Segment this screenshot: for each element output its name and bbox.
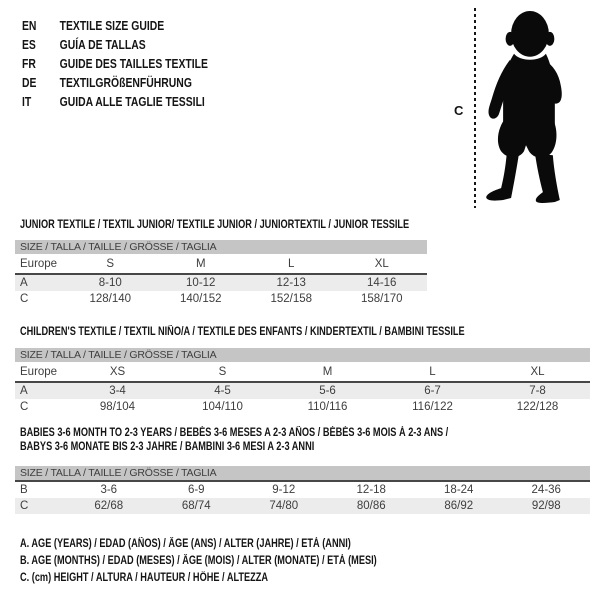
table-row xyxy=(15,291,427,307)
language-row xyxy=(22,16,208,35)
size-cell: S xyxy=(106,257,115,270)
height-measure-dashed-line xyxy=(474,8,476,208)
size-cell: 122/128 xyxy=(516,401,559,413)
table-row xyxy=(15,254,427,273)
size-cell: 74/80 xyxy=(269,500,299,512)
language-title: TEXTILE SIZE GUIDE xyxy=(59,18,165,33)
height-figure xyxy=(452,5,600,209)
size-cell: 3-6 xyxy=(100,484,118,496)
size-cell: XS xyxy=(109,365,126,378)
table-row xyxy=(15,399,590,415)
size-cell: L xyxy=(429,365,436,378)
footnote-age-years: A. AGE (YEARS) / EDAD (AÑOS) / ÂGE (ANS) / ALTER (JAHRE) / ETÀ (ANNI) xyxy=(20,538,351,550)
height-measure-label: C xyxy=(454,103,464,118)
size-cell: L xyxy=(288,257,295,270)
language-code: EN xyxy=(22,18,37,33)
language-code: ES xyxy=(22,37,36,52)
babies-size-table xyxy=(15,466,590,514)
size-cell: 4-5 xyxy=(214,385,231,397)
size-cell: 18-24 xyxy=(444,484,474,496)
language-row xyxy=(22,35,208,54)
size-cell: 68/74 xyxy=(181,500,211,512)
junior-size-table xyxy=(15,240,427,307)
size-cell: 92/98 xyxy=(531,500,561,512)
language-title: GUIDA ALLE TAGLIE TESSILI xyxy=(59,94,205,109)
language-row xyxy=(22,92,208,111)
row-label: Europe xyxy=(20,365,58,378)
size-cell: 7-8 xyxy=(529,385,546,397)
language-code: FR xyxy=(22,56,36,71)
size-cell: 24-36 xyxy=(531,484,561,496)
size-cell: 3-4 xyxy=(109,385,126,397)
size-cell: 12-18 xyxy=(356,484,386,496)
size-cell: 98/104 xyxy=(99,401,136,413)
babies-table-title-line2: BABYS 3-6 MONATE BIS 2-3 JAHRE / BAMBINI 3-6 MESI A 2-3 ANNI xyxy=(20,441,315,453)
size-cell: XL xyxy=(530,365,545,378)
junior-table-title: JUNIOR TEXTILE / TEXTIL JUNIOR/ TEXTILE JUNIOR / JUNIORTEXTIL / JUNIOR TESSILE xyxy=(20,219,410,231)
table-row xyxy=(15,383,590,399)
size-cell: 158/170 xyxy=(360,293,403,305)
size-cell: 140/152 xyxy=(179,293,222,305)
language-code: DE xyxy=(22,75,37,90)
size-header-band: SIZE / TALLA / TAILLE / GRÖSSE / TAGLIA xyxy=(15,348,590,362)
size-cell: 9-12 xyxy=(272,484,296,496)
size-cell: 5-6 xyxy=(319,385,336,397)
size-cell: 128/140 xyxy=(89,293,132,305)
row-label: C xyxy=(20,401,29,413)
size-cell: 152/158 xyxy=(270,293,313,305)
language-title: TEXTILGRÖßENFÜHRUNG xyxy=(59,75,192,90)
size-cell: M xyxy=(322,365,333,378)
size-cell: 14-16 xyxy=(367,277,397,289)
table-row xyxy=(15,498,590,514)
size-cell: 86/92 xyxy=(444,500,474,512)
footnote-age-months: B. AGE (MONTHS) / EDAD (MESES) / ÂGE (MOIS) / ALTER (MONATE) / ETÀ (MESI) xyxy=(20,555,377,567)
size-cell: 12-13 xyxy=(276,277,306,289)
size-cell: 116/122 xyxy=(412,401,453,413)
size-cell: 10-12 xyxy=(186,277,216,289)
language-title: GUIDE DES TAILLES TEXTILE xyxy=(59,56,208,71)
size-cell: S xyxy=(218,365,227,378)
table-row xyxy=(15,275,427,291)
row-label: A xyxy=(20,385,28,397)
row-label: A xyxy=(20,277,28,289)
children-size-table xyxy=(15,348,590,415)
baby-silhouette-icon xyxy=(482,10,566,206)
size-cell: 6-7 xyxy=(424,385,441,397)
size-cell: 104/110 xyxy=(202,401,243,413)
footnote-height-cm: C. (cm) HEIGHT / ALTURA / HAUTEUR / HÖHE / ALTEZZA xyxy=(20,572,269,584)
size-cell: 6-9 xyxy=(187,484,205,496)
row-label: B xyxy=(20,484,28,496)
children-table-title: CHILDREN'S TEXTILE / TEXTIL NIÑO/A / TEXTILE DES ENFANTS / KINDERTEXTIL / BAMBINI TESSILE xyxy=(20,326,465,338)
size-cell: 8-10 xyxy=(98,277,122,289)
size-cell: 62/68 xyxy=(94,500,124,512)
size-cell: 110/116 xyxy=(307,401,348,413)
language-row xyxy=(22,54,208,73)
language-code: IT xyxy=(22,94,32,109)
language-title: GUÍA DE TALLAS xyxy=(59,37,146,52)
size-cell: 80/86 xyxy=(356,500,386,512)
size-cell: M xyxy=(195,257,206,270)
babies-table-title-line1: BABIES 3-6 MONTH TO 2-3 YEARS / BEBÉS 3-6 MESES A 2-3 AÑOS / BÉBÉS 3-6 MOIS À 2-3 ANS / xyxy=(20,427,449,439)
size-header-band: SIZE / TALLA / TAILLE / GRÖSSE / TAGLIA xyxy=(15,240,427,254)
language-row xyxy=(22,73,208,92)
row-label: C xyxy=(20,500,29,512)
table-row xyxy=(15,362,590,381)
row-label: C xyxy=(20,293,29,305)
size-cell: XL xyxy=(374,257,389,270)
table-row xyxy=(15,482,590,498)
size-header-band: SIZE / TALLA / TAILLE / GRÖSSE / TAGLIA xyxy=(15,466,590,480)
row-label: Europe xyxy=(20,257,58,270)
language-title-list xyxy=(22,16,208,111)
